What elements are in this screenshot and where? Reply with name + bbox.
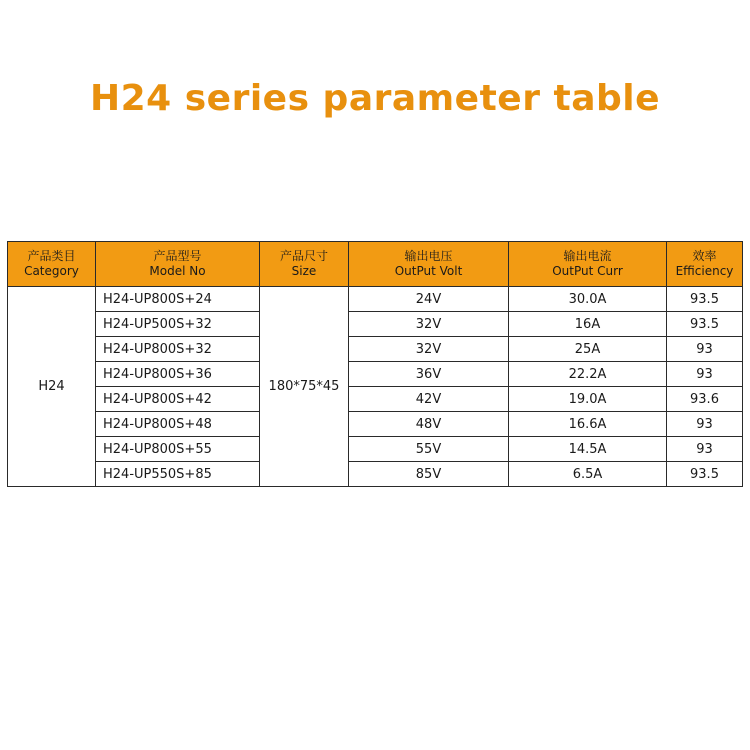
header-size-en: Size: [291, 264, 317, 278]
curr-cell: 16A: [509, 312, 667, 337]
header-output-curr: [509, 242, 667, 287]
volt-cell: 42V: [349, 387, 509, 412]
table-row: [8, 362, 743, 387]
header-row: [8, 242, 743, 287]
header-category: [8, 242, 96, 287]
curr-cell: 25A: [509, 337, 667, 362]
efficiency-cell: 93.6: [667, 387, 743, 412]
volt-cell: 24V: [349, 287, 509, 312]
header-size-zh: 产品尺寸: [279, 249, 328, 263]
header-model-zh: 产品型号: [153, 249, 202, 263]
table-row: [8, 387, 743, 412]
header-model-en: Model No: [149, 264, 206, 278]
model-cell: H24-UP800S+42: [96, 387, 260, 412]
efficiency-cell: 93.5: [667, 287, 743, 312]
curr-cell: 19.0A: [509, 387, 667, 412]
efficiency-cell: 93: [667, 337, 743, 362]
header-category-zh: 产品类目: [27, 249, 76, 263]
model-cell: H24-UP800S+24: [96, 287, 260, 312]
model-cell: H24-UP550S+85: [96, 462, 260, 487]
header-output-volt-zh: 输出电压: [404, 249, 453, 263]
page-title: H24 series parameter table: [89, 78, 661, 119]
model-cell: H24-UP800S+32: [96, 337, 260, 362]
header-output-curr-zh: 输出电流: [563, 249, 612, 263]
header-efficiency-zh: 效率: [692, 249, 717, 263]
efficiency-cell: 93.5: [667, 462, 743, 487]
model-cell: H24-UP500S+32: [96, 312, 260, 337]
volt-cell: 32V: [349, 312, 509, 337]
volt-cell: 55V: [349, 437, 509, 462]
volt-cell: 36V: [349, 362, 509, 387]
curr-cell: 30.0A: [509, 287, 667, 312]
header-size: [260, 242, 349, 287]
header-category-en: Category: [24, 264, 79, 278]
efficiency-cell: 93: [667, 412, 743, 437]
table-row: [8, 312, 743, 337]
curr-cell: 22.2A: [509, 362, 667, 387]
volt-cell: 48V: [349, 412, 509, 437]
efficiency-cell: 93.5: [667, 312, 743, 337]
curr-cell: 14.5A: [509, 437, 667, 462]
header-efficiency-en: Efficiency: [675, 264, 734, 278]
efficiency-cell: 93: [667, 362, 743, 387]
header-output-volt-en: OutPut Volt: [394, 264, 463, 278]
header-model: [96, 242, 260, 287]
table-row: [8, 412, 743, 437]
table-row: [8, 287, 743, 312]
model-cell: H24-UP800S+36: [96, 362, 260, 387]
volt-cell: 85V: [349, 462, 509, 487]
header-output-curr-en: OutPut Curr: [552, 264, 623, 278]
category-cell: H24: [8, 287, 96, 487]
header-efficiency: [667, 242, 743, 287]
header-output-volt: [349, 242, 509, 287]
table-row: [8, 337, 743, 362]
curr-cell: 6.5A: [509, 462, 667, 487]
efficiency-cell: 93: [667, 437, 743, 462]
model-cell: H24-UP800S+48: [96, 412, 260, 437]
table-row: [8, 437, 743, 462]
size-cell: 180*75*45: [260, 287, 349, 487]
curr-cell: 16.6A: [509, 412, 667, 437]
model-cell: H24-UP800S+55: [96, 437, 260, 462]
parameter-table: [7, 241, 743, 487]
volt-cell: 32V: [349, 337, 509, 362]
table-row: [8, 462, 743, 487]
